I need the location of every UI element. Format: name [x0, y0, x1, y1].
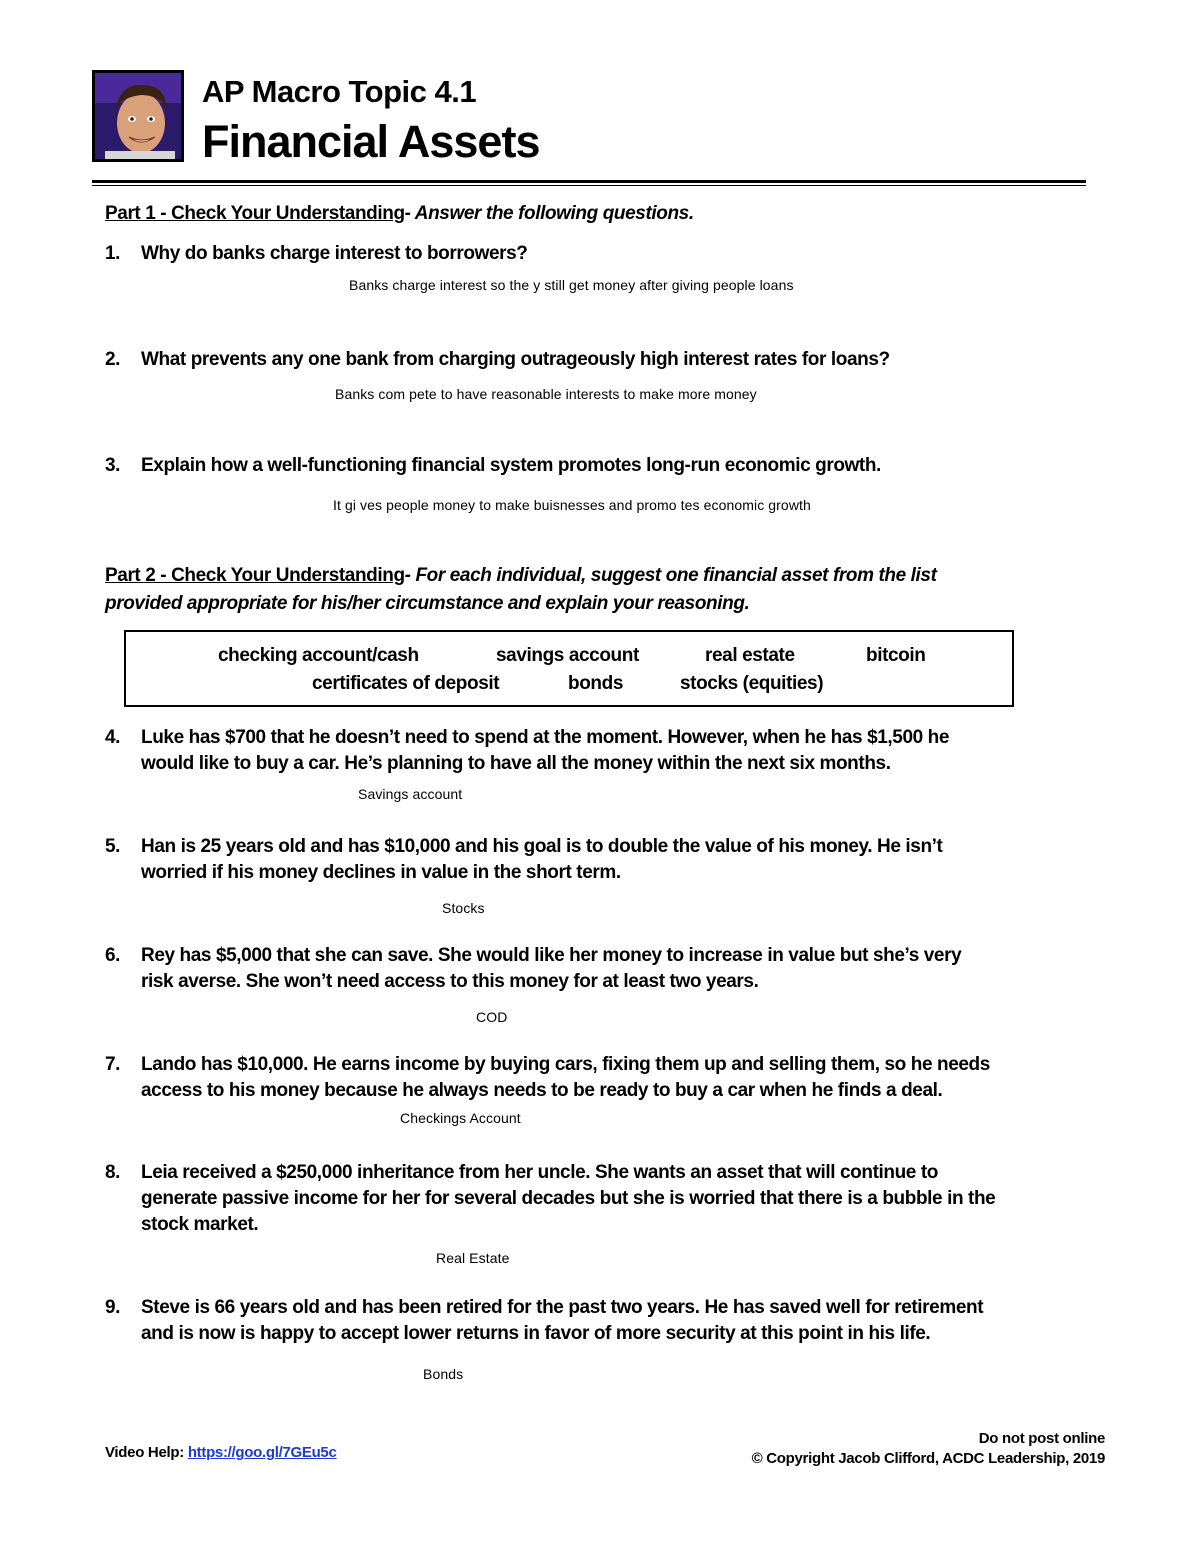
header-divider [92, 180, 1086, 183]
question-number: 6. [105, 945, 121, 966]
question-8 [105, 1160, 1095, 1238]
topic-label: AP Macro Topic 4.1 [202, 74, 477, 109]
part1-instruction: - Answer the following questions. [404, 203, 694, 224]
question-text-line: stock market. [141, 1214, 259, 1235]
question-text-line: access to his money because he always needs to be ready to buy a car when he finds a deal. [141, 1080, 943, 1101]
question-9 [105, 1295, 1095, 1347]
copyright: © Copyright Jacob Clifford, ACDC Leadership, 2019 [751, 1450, 1105, 1467]
header-divider-thin [92, 185, 1086, 186]
question-text-line: Rey has $5,000 that she can save. She would like her money to increase in value but she’s very [141, 945, 962, 966]
question-7 [105, 1052, 1095, 1104]
question-text-line: generate passive income for her for several decades but she is worried that there is a bubble in the [141, 1188, 996, 1209]
question-number: 7. [105, 1054, 121, 1075]
part2-instruction-cont: provided appropriate for his/her circumstance and explain your reasoning. [105, 593, 750, 614]
option-checking: checking account/cash [218, 645, 419, 666]
instructor-photo [92, 70, 184, 162]
option-savings: savings account [496, 645, 639, 666]
question-text-line: risk averse. She won’t need access to this money for at least two years. [141, 971, 759, 992]
question-5 [105, 834, 1095, 886]
question-text-line: worried if his money declines in value in the short term. [141, 862, 621, 883]
question-number: 3. [105, 455, 121, 476]
question-number: 5. [105, 836, 121, 857]
part2-heading [105, 562, 1085, 618]
question-2 [105, 347, 1065, 373]
question-number: 2. [105, 349, 121, 370]
video-help-label: Video Help: [105, 1444, 188, 1461]
question-text-line: would like to buy a car. He’s planning to have all the money within the next six months. [141, 753, 891, 774]
option-bitcoin: bitcoin [866, 645, 926, 666]
option-bonds: bonds [568, 673, 623, 694]
answer-1[interactable]: Banks charge interest so the y still get money after giving people loans [349, 277, 794, 293]
question-text-line: and is now is happy to accept lower returns in favor of more security at this point in his life. [141, 1323, 931, 1344]
question-number: 1. [105, 243, 121, 264]
question-text: What prevents any one bank from charging outrageously high interest rates for loans? [141, 349, 890, 370]
question-1 [105, 241, 1065, 267]
part1-heading [105, 200, 694, 228]
question-text: Explain how a well-functioning financial system promotes long-run economic growth. [141, 455, 881, 476]
video-help-link[interactable]: https://goo.gl/7GEu5c [187, 1444, 337, 1461]
question-6 [105, 943, 1095, 995]
answer-8[interactable]: Real Estate [436, 1250, 510, 1266]
option-stocks: stocks (equities) [680, 673, 824, 694]
question-3 [105, 453, 1065, 479]
answer-4[interactable]: Savings account [358, 786, 463, 802]
answer-5[interactable]: Stocks [442, 900, 485, 916]
asset-options-box [124, 630, 1014, 707]
option-real-estate: real estate [705, 645, 795, 666]
question-number: 4. [105, 727, 121, 748]
part1-title: Part 1 - Check Your Understanding [105, 203, 405, 224]
question-text-line: Leia received a $250,000 inheritance from her uncle. She wants an asset that will continue to [141, 1162, 938, 1183]
answer-9[interactable]: Bonds [423, 1366, 464, 1382]
portrait-icon [95, 73, 181, 159]
question-number: 9. [105, 1297, 121, 1318]
question-number: 8. [105, 1162, 121, 1183]
question-text-line: Luke has $700 that he doesn’t need to spend at the moment. However, when he has $1,500 he [141, 727, 950, 748]
video-help [105, 1444, 337, 1461]
answer-3[interactable]: It gi ves people money to make buisnesses and promo tes economic growth [333, 497, 811, 513]
question-4 [105, 725, 1095, 777]
option-cd: certificates of deposit [312, 673, 500, 694]
part2-instruction: - For each individual, suggest one financial asset from the list [404, 565, 937, 586]
page-title: Financial Assets [202, 116, 540, 167]
answer-6[interactable]: COD [476, 1009, 508, 1025]
question-text: Why do banks charge interest to borrowers? [141, 243, 528, 264]
answer-7[interactable]: Checkings Account [400, 1110, 521, 1126]
notice: Do not post online [978, 1430, 1105, 1447]
answer-2[interactable]: Banks com pete to have reasonable interests to make more money [335, 386, 757, 402]
question-text-line: Lando has $10,000. He earns income by buying cars, fixing them up and selling them, so he needs [141, 1054, 990, 1075]
question-text-line: Han is 25 years old and has $10,000 and his goal is to double the value of his money. He isn’t [141, 836, 943, 857]
part2-title: Part 2 - Check Your Understanding [105, 565, 405, 586]
question-text-line: Steve is 66 years old and has been retired for the past two years. He has saved well for retirement [141, 1297, 984, 1318]
